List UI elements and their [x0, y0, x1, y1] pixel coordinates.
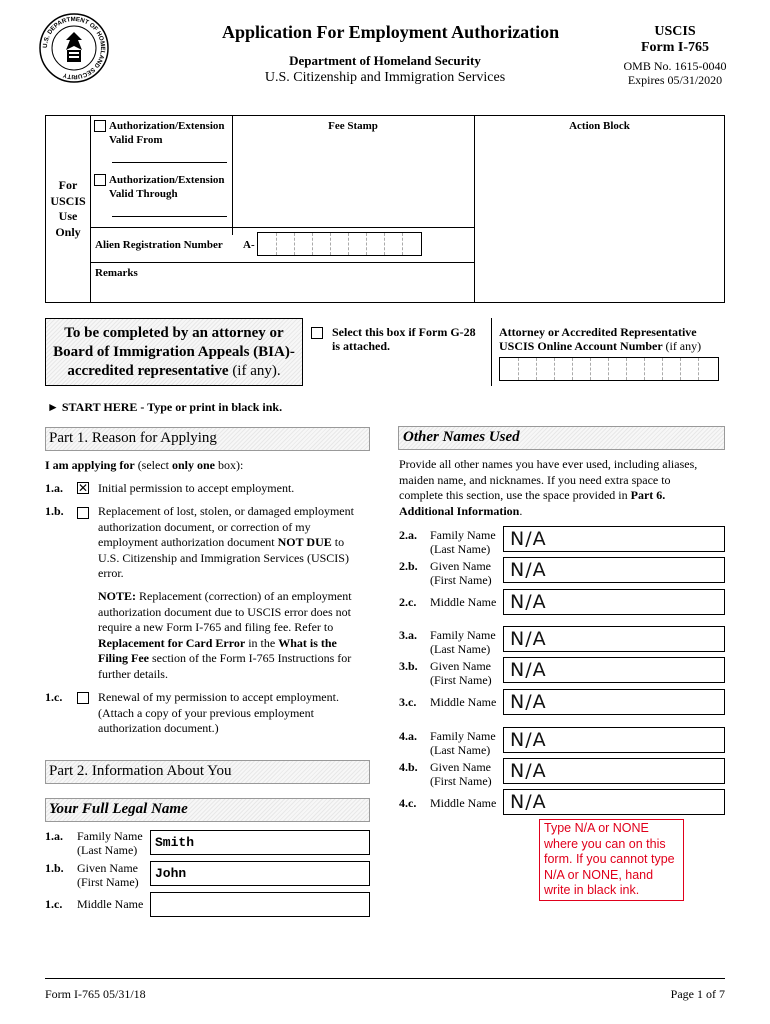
valid-from-label: Authorization/Extension Valid From: [109, 120, 225, 146]
other-given-name-input-3b[interactable]: N/A: [503, 657, 725, 683]
part2-heading: Part 2. Information About You: [49, 763, 232, 779]
other-names-heading: Other Names Used: [403, 429, 520, 445]
item-1b-number: 1.b.: [45, 504, 64, 518]
for-uscis-use-only: For USCIS Use Only: [50, 178, 86, 239]
other-given-name-input-4b[interactable]: N/A: [503, 758, 725, 784]
initial-permission-checkbox[interactable]: ✕: [78, 481, 89, 495]
family-name-input[interactable]: Smith: [150, 830, 370, 855]
other-4a-number: 4.a.: [399, 729, 417, 743]
alien-number-input[interactable]: [257, 232, 422, 256]
na-instruction-note: Type N/A or NONE where you can on this form. If you cannot type N/A or NONE, hand write in black ink.: [539, 819, 684, 901]
full-name-heading: Your Full Legal Name: [49, 801, 188, 817]
other-family-name-input-2a[interactable]: N/A: [503, 526, 725, 552]
other-middle-name-input-4c[interactable]: N/A: [503, 789, 725, 815]
other-2a-label: Family Name (Last Name): [430, 528, 496, 556]
form-number: Form I-765: [640, 40, 710, 55]
form-title: Application For Employment Authorization: [222, 22, 560, 42]
family-name-label: Family Name (Last Name): [77, 829, 143, 857]
start-here-instruction: ► START HERE - Type or print in black ink.: [47, 400, 283, 414]
valid-from-checkbox[interactable]: [94, 120, 106, 132]
footer-rule: [45, 978, 725, 979]
renewal-checkbox[interactable]: [77, 692, 89, 704]
other-3a-number: 3.a.: [399, 628, 417, 642]
remarks-label: Remarks: [95, 267, 138, 279]
alien-registration-label: Alien Registration Number: [95, 239, 223, 251]
footer-form-version: Form I-765 05/31/18: [45, 987, 146, 1001]
given-name-label: Given Name (First Name): [77, 861, 139, 889]
other-3c-number: 3.c.: [399, 695, 417, 709]
attorney-account-label: Attorney or Accredited Representative USCIS Online Account Number (if any): [499, 325, 702, 353]
department-name: Department of Homeland Security: [289, 53, 481, 68]
footer-page-number: Page 1 of 7: [670, 987, 725, 1001]
attorney-divider: [491, 318, 492, 386]
uscis-side-divider: [90, 115, 91, 303]
middle-name-input[interactable]: [150, 892, 370, 917]
valid-through-line: [112, 216, 227, 217]
replacement-label: Replacement of lost, stolen, or damaged employment authorization document, or correction of my employment authorization document NOT DUE to U.S. Citizenship and Immigration Services (USCIS) error.: [98, 504, 354, 581]
part1-intro: I am applying for (select only one box):: [45, 458, 244, 472]
g28-checkbox[interactable]: [311, 327, 323, 339]
name-1b-number: 1.b.: [45, 861, 64, 875]
fee-divider: [232, 115, 233, 235]
omb-number: OMB No. 1615-0040: [623, 59, 727, 73]
renewal-label: Renewal of my permission to accept employment. (Attach a copy of your previous employment authorization document.): [98, 690, 339, 736]
remarks-top-line: [90, 262, 474, 263]
action-block-label: Action Block: [569, 120, 630, 132]
attorney-account-input[interactable]: [499, 357, 719, 381]
name-1a-number: 1.a.: [45, 829, 63, 843]
other-middle-name-input-2c[interactable]: N/A: [503, 589, 725, 615]
svg-text:U.S. DEPARTMENT OF HOMELAND SE: U.S. DEPARTMENT OF HOMELAND SECURITY: [41, 15, 107, 81]
other-4a-label: Family Name (Last Name): [430, 729, 496, 757]
fee-stamp-label: Fee Stamp: [328, 120, 378, 132]
other-3b-number: 3.b.: [399, 659, 418, 673]
other-4b-label: Given Name (First Name): [430, 760, 492, 788]
other-2b-number: 2.b.: [399, 559, 418, 573]
replacement-note: NOTE: Replacement (correction) of an employment authorization document due to USCIS error does not require a new Form I-765 and filing fee. Refer to Replacement for Card Error in the What is the Filing Fee section of the Form I-765 Instructions for further details.: [98, 589, 352, 681]
action-divider: [474, 115, 475, 303]
other-2b-label: Given Name (First Name): [430, 559, 492, 587]
item-1a-number: 1.a.: [45, 481, 63, 495]
alien-top-line: [90, 227, 474, 228]
other-names-intro: Provide all other names you have ever used, including aliases, maiden name, and nicknames. If you need extra space to complete this section, use the space provided in Part 6. Additional Information.: [399, 457, 698, 518]
other-2c-number: 2.c.: [399, 595, 417, 609]
other-middle-name-input-3c[interactable]: N/A: [503, 689, 725, 715]
uscis-label: USCIS: [654, 24, 696, 39]
given-name-input[interactable]: John: [150, 861, 370, 886]
other-3b-label: Given Name (First Name): [430, 659, 492, 687]
middle-name-label: Middle Name: [77, 897, 144, 911]
other-family-name-input-3a[interactable]: N/A: [503, 626, 725, 652]
initial-permission-label: Initial permission to accept employment.: [98, 481, 295, 495]
other-family-name-input-4a[interactable]: N/A: [503, 727, 725, 753]
replacement-checkbox[interactable]: [77, 507, 89, 519]
valid-from-line: [112, 162, 227, 163]
other-4b-number: 4.b.: [399, 760, 418, 774]
other-4c-number: 4.c.: [399, 796, 417, 810]
agency-name: U.S. Citizenship and Immigration Services: [264, 70, 506, 85]
attorney-box-text: To be completed by an attorney or Board of Immigration Appeals (BIA)- accredited representative (if any).: [53, 325, 295, 379]
a-prefix: A-: [243, 239, 255, 251]
expiration-date: Expires 05/31/2020: [627, 73, 723, 87]
part1-heading: Part 1. Reason for Applying: [49, 430, 217, 446]
other-3a-label: Family Name (Last Name): [430, 628, 496, 656]
name-1c-number: 1.c.: [45, 897, 63, 911]
other-2a-number: 2.a.: [399, 528, 417, 542]
other-3c-label: Middle Name: [430, 695, 497, 709]
other-4c-label: Middle Name: [430, 796, 497, 810]
item-1c-number: 1.c.: [45, 690, 63, 704]
valid-through-label: Authorization/Extension Valid Through: [109, 174, 225, 200]
g28-label: Select this box if Form G-28 is attached.: [332, 325, 476, 353]
valid-through-checkbox[interactable]: [94, 174, 106, 186]
other-given-name-input-2b[interactable]: N/A: [503, 557, 725, 583]
other-2c-label: Middle Name: [430, 595, 497, 609]
